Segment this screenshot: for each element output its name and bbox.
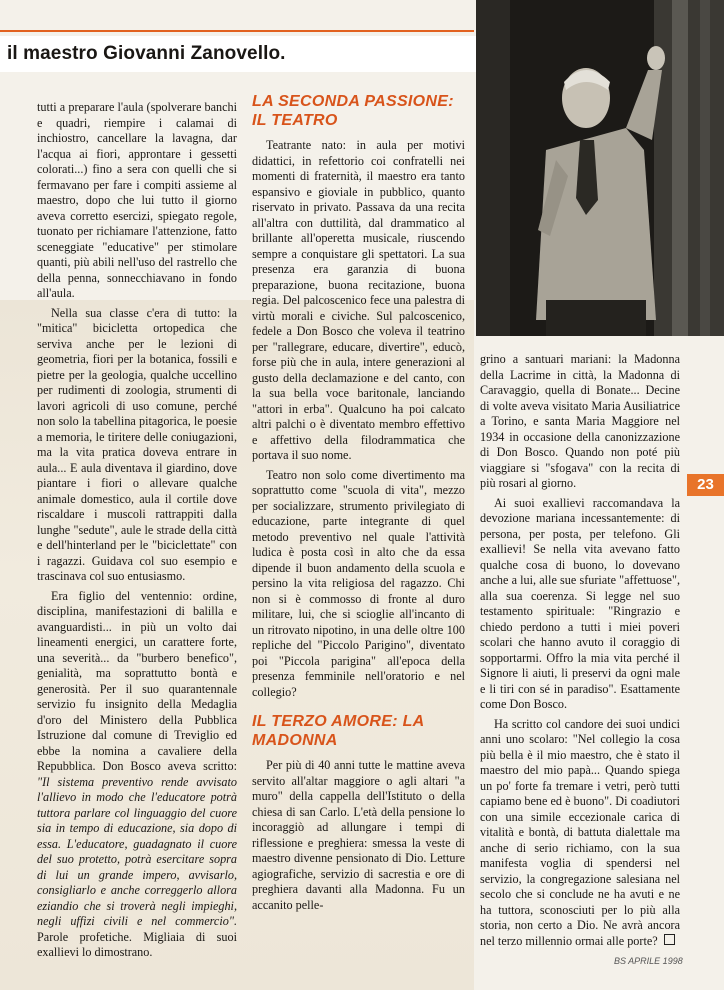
paragraph-text: Parole profetiche. Migliaia di suoi exallievi lo dimostrano. [37, 929, 237, 959]
column-3 [480, 352, 680, 953]
paragraph: Nella sua classe c'era di tutto: la "mitica" bicicletta ortopedica che serviva anche per le lezioni di geometria, fiori per la botanica, fossili e pietre per la geologia, qualche uccellino per rudimenti di zoologia, strumenti di lavori agricoli di uso comune, perché non solo la tabellina pitagorica, le poesie a memoria, le tiritere delle coniugazioni, ma la vita pratica doveva entrare in aula... E aula diventava il giardino, dove piantare i fiori o allevare qualche animale domestico, aula il cortile dove riscaldare i muscoli rattrappiti dalla lunghe "sedute", aule le strade della città e dell'hinterland per le "biciclettate" con i ragazzi. Guidava col suo esempio e trascinava col suo entusiasmo. [37, 305, 237, 583]
paragraph [37, 589, 237, 961]
column-1 [37, 100, 237, 965]
article-title: il maestro Giovanni Zanovello. [0, 36, 480, 72]
paragraph: Per più di 40 anni tutte le mattine aveva servito all'altar maggiore o agli altari "a muro" della cappella dell'Istituto o della chiesa di san Carlo. L'età della pensione lo incoraggiò ad allungare i tempi di riflessione e preghiera: smessa la veste di maestro divenne pensionato di Dio. Letture agiografiche, servizio di sacrestia e ore di preghiera davanti alla Madonna. Fu un accanito pelle- [252, 758, 465, 912]
paragraph: Teatrante nato: in aula per motivi didattici, in refettorio coi confratelli nei momenti di fraternità, il maestro era tanto espansivo e gioviale in pubblico, quanto riservato in privato. Passava da una recita all'altra con duttilità, dal drammatico al brillante all'operetta musicale, riuscendo sempre a conquistare gli spettatori. La sua presenza era garanzia di buona preparazione, buona recitazione, buona regia. Del palcoscenico fece una palestra di virtù morali e civiche. Sul palcoscenico, fedele a Don Bosco che voleva il teatrino per "rallegrare, educare, divertire", educò, forse più che in aula, intere generazioni al gusto della declamazione e del canto, con la sua bella voce baritonale, lanciando "attori in erba". Qualcuno ha poi calcato altri palchi o è diventato membro effettivo e affettivo della filodrammatica che portava il suo nome. [252, 138, 465, 462]
photo-maestro [476, 0, 724, 336]
paragraph: Ai suoi exallievi raccomandava la devozione mariana incessantemente: di persona, per posta, per telefono. Gli exallievi! Se nella vita avevano fatto qualche cosa di buono, lo dovevano anche a lui, alle sue sfuriate "affettuose", alla sua coerenza. Si legge nel suo testamento spirituale: "Ringrazio e chiedo perdono a tutti i miei poveri scolari che hanno avuto il coraggio di sopportarmi. Offro la mia vita perché il Signore li aiuti, li preservi da ogni male e li tiri con sé in paradiso". Esattamente come Don Bosco. [480, 495, 680, 711]
section-heading-madonna: IL TERZO AMORE: LA MADONNA [252, 713, 424, 749]
top-rule [0, 30, 474, 32]
column-2 [252, 92, 465, 917]
paragraph: tutti a preparare l'aula (spolverare banchi e quadri, riempire i calamai di inchiostro, cancellare la lavagna, dar l'acqua ai fiori, approntare i gessetti colorati...) fino a sera con quelli che si fermavano per fare i compiti assieme al maestro, dopo che lui tutto il giorno aveva corretto esercizi, spiegato regole, tuonato per richiamare l'attenzione, fatto sceneggiate "educative" per stimolare quanti, più abili nell'uso del rastrello che della penna, sonnecchiavano in fondo all'aula. [37, 100, 237, 300]
footer-issue: BS APRILE 1998 [614, 956, 683, 966]
section-heading-theatre: LA SECONDA PASSIONE: IL TEATRO [252, 93, 454, 129]
paragraph: Teatro non solo come divertimento ma soprattutto come "scuola di vita", mezzo per socializzare, strumento privilegiato di educazione, parte integrante di quel metodo preventivo nel quale l'attività ludica è posta così in alto che da essa dipende il buon andamento della scuola e persino la vita religiosa del ragazzo. Chi non si è commosso di fronte al duro militare, lui, che si scioglie all'incanto di un ritrovato nipotino, in una delle oltre 100 repliche del "Piccolo Parigino", diventato poi "Piccola parigina" all'epoca della presenza femminile nell'oratorio e nel collegio? [252, 467, 465, 699]
page-number: 23 [687, 474, 724, 496]
paragraph-text: Era figlio del ventennio: ordine, disciplina, manifestazioni di balilla e avanguardisti... in più un volto dai lineamenti energici, un carattere forte, una severità... da "burbero benefico", genialità, ma soprattutto bontà e generosità. Per il suo quarantennale servizio fu insignito della Medaglia d'oro del Ministero della Pubblica Istruzione dal comune di Treviglio ed ebbe la nomina a cavaliere della Repubblica. Don Bosco aveva scritto: [37, 588, 237, 773]
end-mark-icon [664, 934, 675, 945]
don-bosco-quote: "Il sistema preventivo rende avvisato l'allievo in modo che l'educatore potrà tuttora parlare col linguaggio del cuore sia in tempo di educazione, sia dopo di essa. L'educatore, guadagnato il cuore del suo protetto, potrà esercitare sopra di lui un grande impero, avvisarlo, consigliarlo e anche correggerlo allora eziandio che si troverà negli impieghi, negli uffizi civili e nel commercio". [37, 774, 237, 928]
paragraph-text: Ha scritto col candore dei suoi undici anni uno scolaro: "Nel collegio la cosa più bella è il mio maestro, che è stato il maestro del mio papà... Quando spiega un po' forte fa tremare i vetri, però tutti capiamo bene ed è buono". Di coadiutori con una simile eccezionale carica di vitalità e bontà, di battuta dialettale ma anche di serio richiamo, con la sua manifesta voglia di spendersi nel servizio, la congregazione salesiana nel secolo che si conclude ne ha avuti e ne ha tuttora, sconosciuti per lo più alla storia, non certo a Dio. Ne avrà ancora nel terzo millennio ormai alle porte? [480, 716, 680, 948]
paragraph [480, 717, 680, 950]
paragraph: grino a santuari mariani: la Madonna della Lacrime in città, la Madonna di Caravaggio, quella di Bonate... Decine di volte aveva visitato Maria Ausiliatrice a Torino, e santa Maria Maggiore nel 1934 in occasione della canonizzazione di Don Bosco. Quando non poté più viaggiare si "sfogava" con la recita di più rosari al giorno. [480, 352, 680, 490]
